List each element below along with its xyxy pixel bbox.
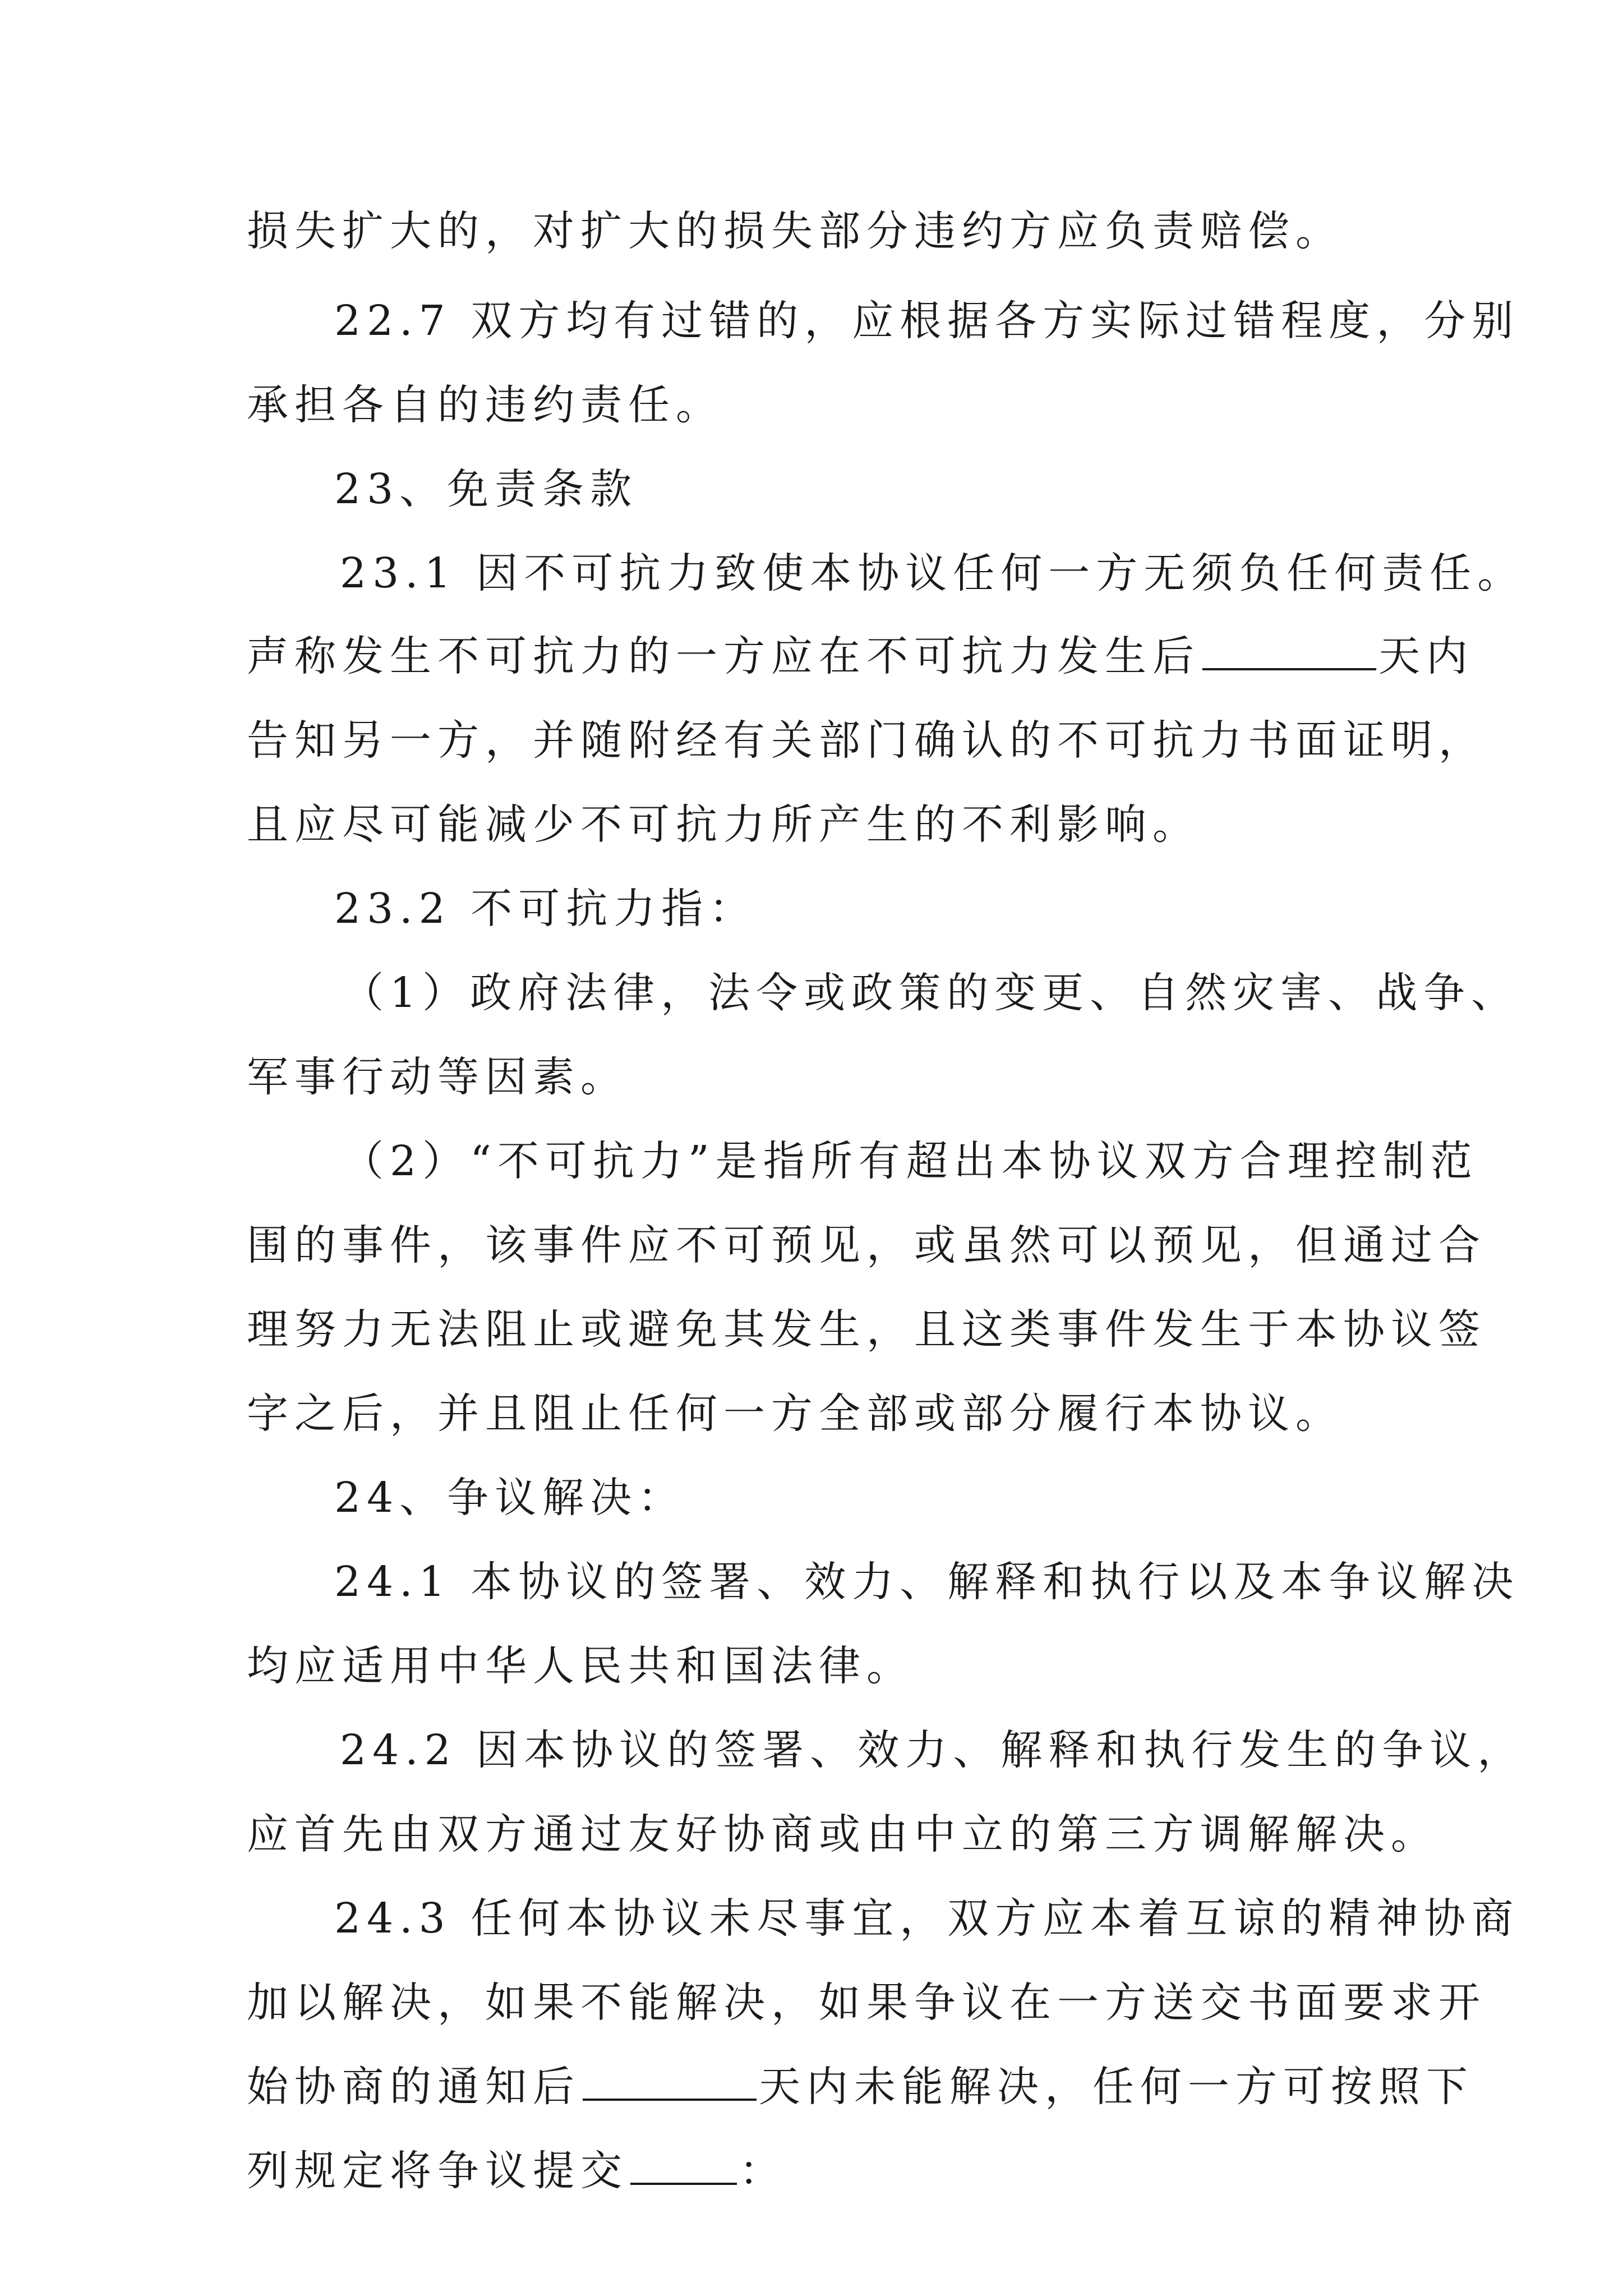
text-line: 字之后，并且阻止任何一方全部或部分履行本协议。 (247, 1389, 1343, 1438)
list-item-1: （1）政府法律，法令或政策的变更、自然灾害、战争、 (342, 969, 1519, 1017)
text-segment: ： (739, 2147, 787, 2195)
fill-in-blank[interactable] (1202, 629, 1376, 670)
text-line: 均应适用中华人民共和国法律。 (247, 1642, 914, 1690)
text-line-with-blank (247, 623, 1474, 690)
clause-22-7: 22.7 双方均有过错的，应根据各方实际过错程度，分别 (334, 297, 1520, 345)
clause-24-2: 24.2 因本协议的签署、效力、解释和执行发生的争议， (340, 1726, 1525, 1774)
text-segment: 列规定将争议提交 (247, 2147, 628, 2195)
clause-24-3: 24.3 任何本协议未尽事宜，双方应本着互谅的精神协商 (334, 1894, 1520, 1943)
text-line: 损失扩大的，对扩大的损失部分违约方应负责赔偿。 (247, 207, 1343, 255)
section-heading-23: 23、免责条款 (334, 465, 638, 513)
text-line: 军事行动等因素。 (247, 1053, 628, 1101)
text-line-with-blank (247, 2053, 1474, 2120)
text-line: 承担各自的违约责任。 (247, 381, 723, 429)
text-line: 加以解决，如果不能解决，如果争议在一方送交书面要求开 (247, 1978, 1486, 2027)
clause-24-1: 24.1 本协议的签署、效力、解释和执行以及本争议解决 (334, 1558, 1520, 1606)
text-line: 告知另一方，并随附经有关部门确认的不可抗力书面证明， (247, 716, 1486, 765)
section-heading-24: 24、争议解决： (334, 1474, 686, 1522)
text-line: 且应尽可能减少不可抗力所产生的不利影响。 (247, 800, 1200, 849)
list-item-2: （2）“不可抗力”是指所有超出本协议双方合理控制范 (342, 1137, 1478, 1185)
text-segment: 声称发生不可抗力的一方应在不可抗力发生后 (247, 632, 1200, 680)
clause-23-2: 23.2 不可抗力指： (334, 885, 757, 933)
text-line: 围的事件，该事件应不可预见，或虽然可以预见，但通过合 (247, 1221, 1486, 1269)
fill-in-blank[interactable] (630, 2143, 737, 2185)
text-segment: 天内未能解决，任何一方可按照下 (759, 2063, 1474, 2111)
text-segment: 始协商的通知后 (247, 2063, 580, 2111)
text-line: 理努力无法阻止或避免其发生，且这类事件发生于本协议签 (247, 1305, 1486, 1354)
fill-in-blank[interactable] (583, 2059, 757, 2101)
text-line-with-blank (247, 2137, 1402, 2205)
clause-23-1: 23.1 因不可抗力致使本协议任何一方无须负任何责任。 (340, 549, 1525, 597)
text-segment: 天内 (1378, 632, 1474, 680)
text-line: 应首先由双方通过友好协商或由中立的第三方调解解决。 (247, 1810, 1438, 1858)
